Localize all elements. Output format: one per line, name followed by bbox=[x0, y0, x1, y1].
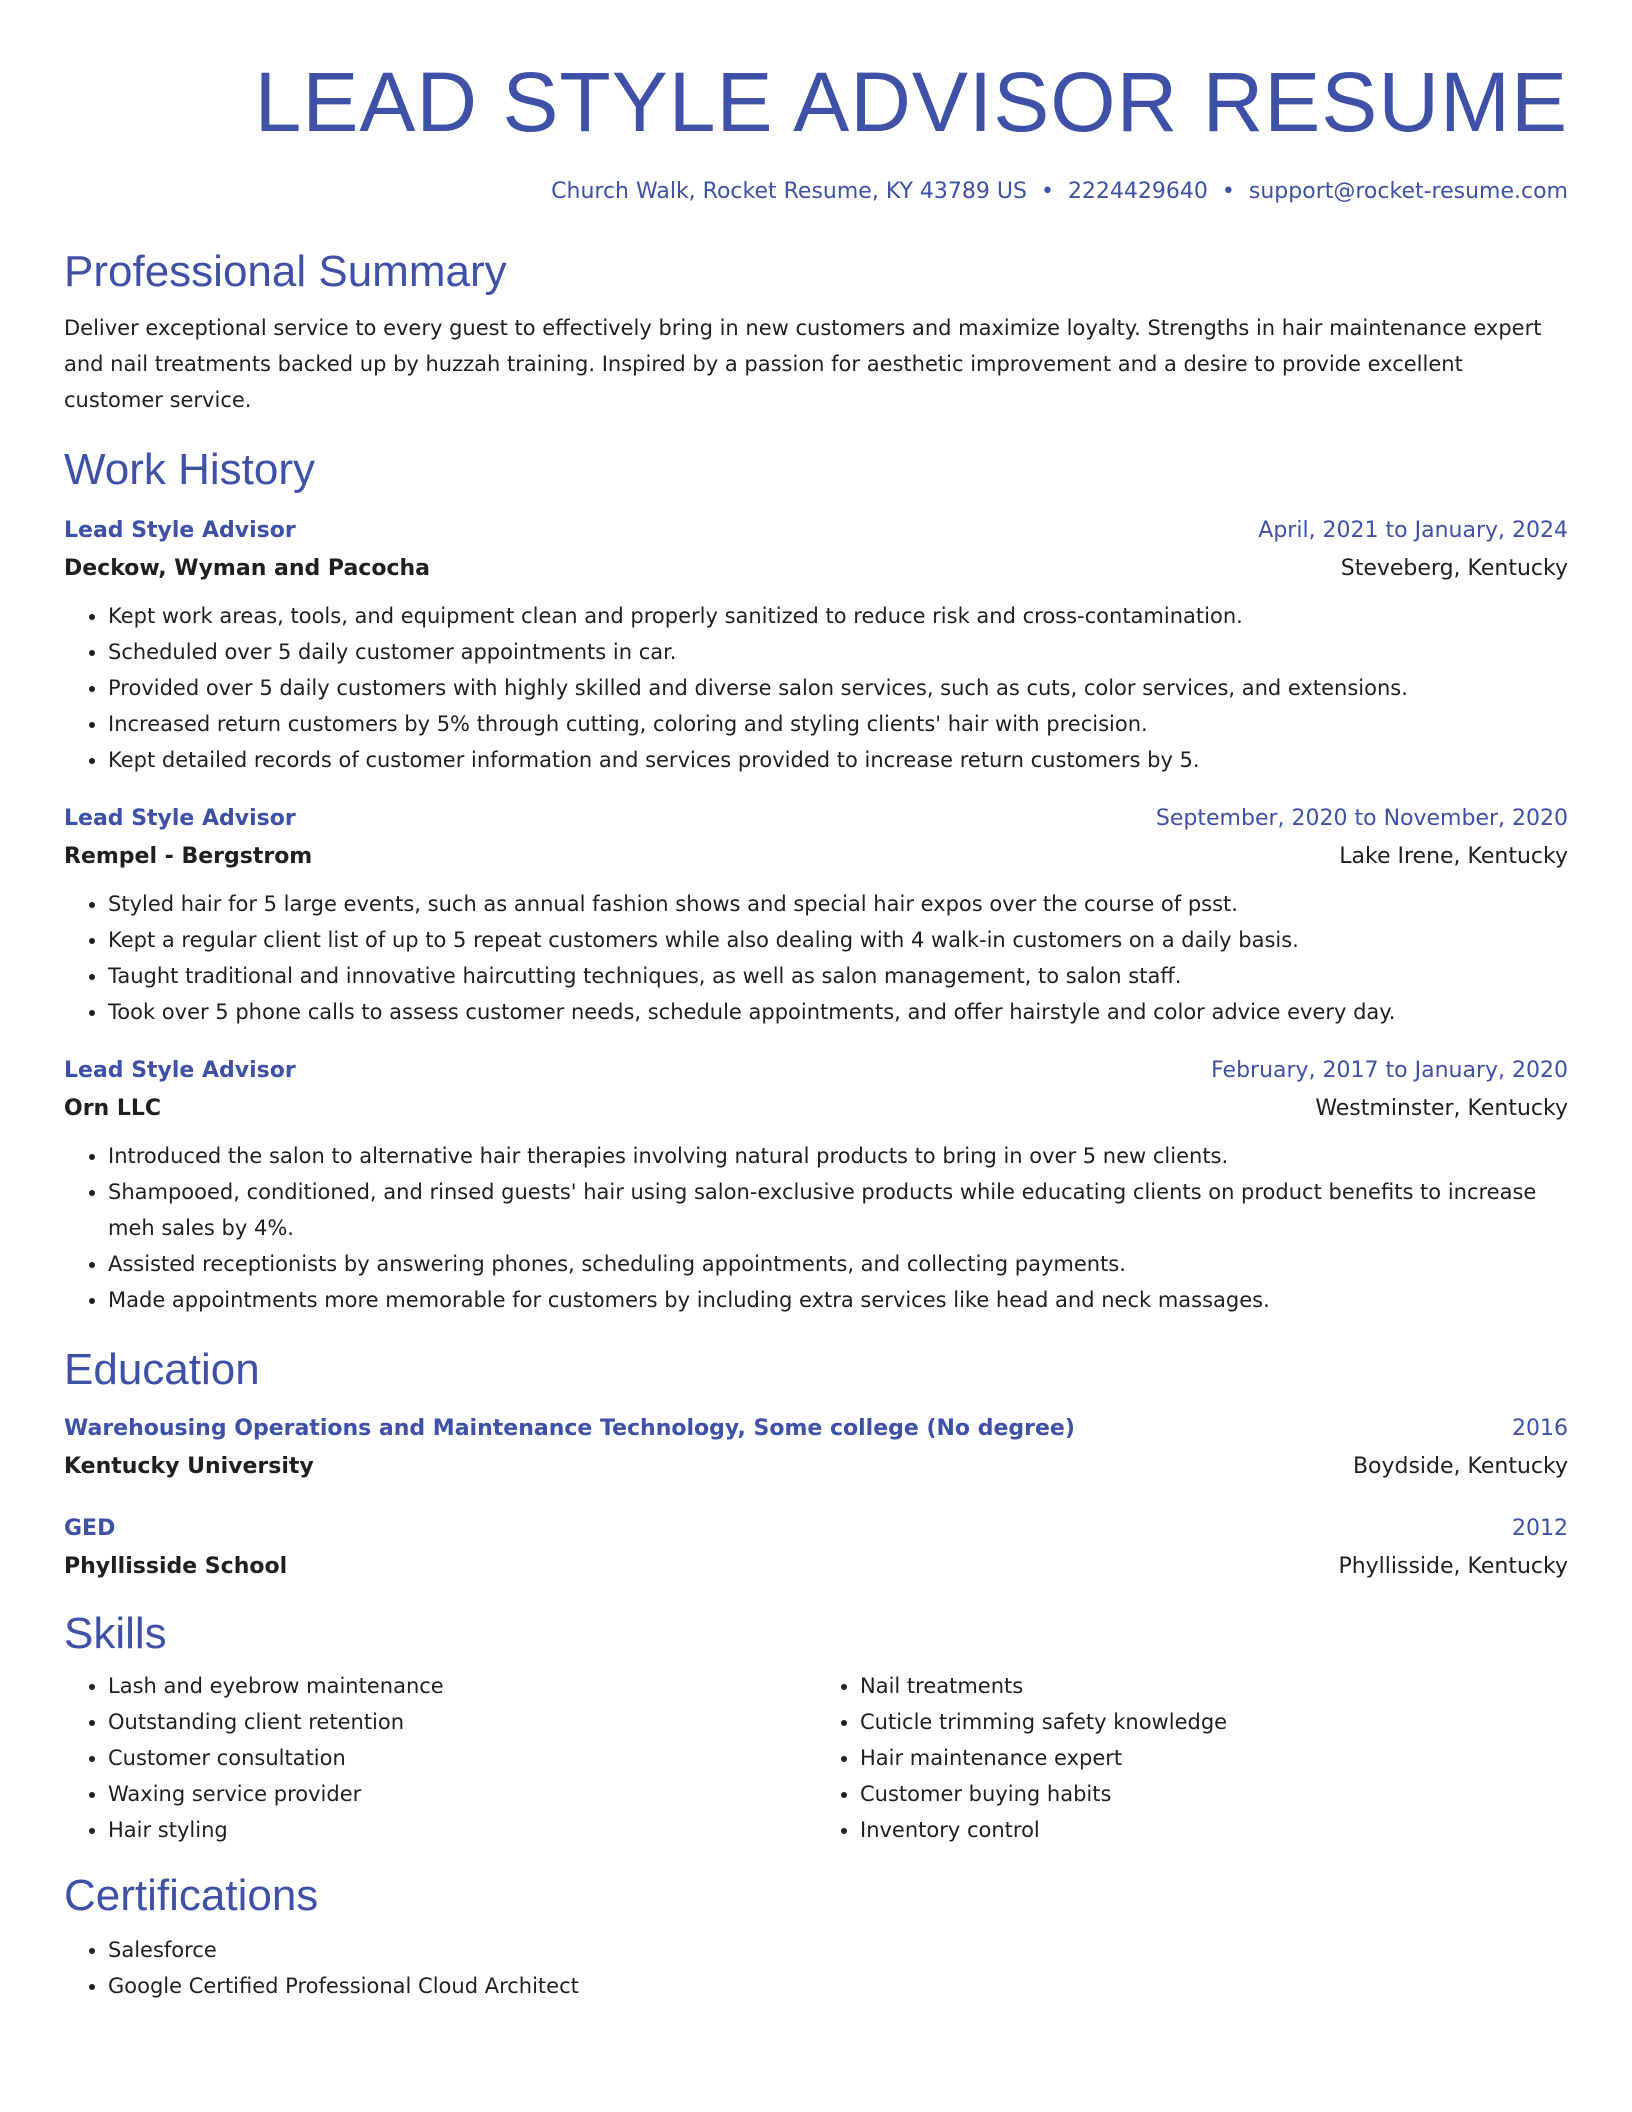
job-bullet: • Assisted receptionists by answering phones, scheduling appointments, and collecting payments. bbox=[108, 1246, 1568, 1282]
skills-left-list bbox=[64, 1668, 816, 1848]
job-bullet: • Styled hair for 5 large events, such as annual fashion shows and special hair expos over the course of psst. bbox=[108, 886, 1568, 922]
job-company: Orn LLC bbox=[64, 1096, 162, 1121]
job-location: Steveberg, Kentucky bbox=[1340, 556, 1568, 581]
resume-title: LEAD STYLE ADVISOR RESUME bbox=[254, 55, 1568, 149]
skill-item: • Waxing service provider bbox=[108, 1776, 816, 1812]
education-school: Kentucky University bbox=[64, 1454, 314, 1479]
summary-heading: Professional Summary bbox=[64, 247, 507, 296]
job-role: Lead Style Advisor bbox=[64, 1058, 296, 1083]
job-company: Rempel - Bergstrom bbox=[64, 844, 313, 869]
education-location: Boydside, Kentucky bbox=[1352, 1454, 1568, 1479]
job-location: Lake Irene, Kentucky bbox=[1339, 844, 1568, 869]
job-role: Lead Style Advisor bbox=[64, 806, 296, 831]
education-entry bbox=[64, 1510, 1568, 1586]
contact-address: Church Walk, Rocket Resume, KY 43789 US bbox=[551, 179, 1027, 204]
skill-item: • Cuticle trimming safety knowledge bbox=[860, 1704, 1568, 1740]
job-dates: September, 2020 to November, 2020 bbox=[1155, 806, 1568, 831]
certification-item: • Salesforce bbox=[108, 1932, 1568, 1968]
education-entry bbox=[64, 1410, 1568, 1486]
work-history-heading: Work History bbox=[64, 445, 315, 494]
job-bullet: • Taught traditional and innovative haircutting techniques, as well as salon management, to salon staff. bbox=[108, 958, 1568, 994]
skill-item: • Customer consultation bbox=[108, 1740, 816, 1776]
skills-columns bbox=[64, 1668, 1568, 1848]
education-year: 2012 bbox=[1512, 1516, 1568, 1541]
skill-item: • Customer buying habits bbox=[860, 1776, 1568, 1812]
job-bullets bbox=[64, 598, 1568, 778]
skill-item: • Nail treatments bbox=[860, 1668, 1568, 1704]
contact-separator: • bbox=[1221, 179, 1235, 204]
contact-line bbox=[64, 176, 1568, 208]
job-company: Deckow, Wyman and Pacocha bbox=[64, 556, 431, 581]
certification-item: • Google Certified Professional Cloud Architect bbox=[108, 1968, 1568, 2004]
job-bullet: • Took over 5 phone calls to assess customer needs, schedule appointments, and offer hairstyle and color advice every day. bbox=[108, 994, 1568, 1030]
job-entry bbox=[64, 512, 1568, 778]
job-bullet: • Made appointments more memorable for customers by including extra services like head and neck massages. bbox=[108, 1282, 1568, 1318]
job-bullet: • Shampooed, conditioned, and rinsed guests' hair using salon-exclusive products while educating clients on product benefits to increase meh sales by 4%. bbox=[108, 1174, 1568, 1246]
job-role: Lead Style Advisor bbox=[64, 518, 296, 543]
job-entry bbox=[64, 1052, 1568, 1318]
job-bullets bbox=[64, 1138, 1568, 1318]
job-bullet: • Introduced the salon to alternative hair therapies involving natural products to bring in over 5 new clients. bbox=[108, 1138, 1568, 1174]
job-bullet: • Scheduled over 5 daily customer appointments in car. bbox=[108, 634, 1568, 670]
job-bullets bbox=[64, 886, 1568, 1030]
contact-separator: • bbox=[1040, 179, 1054, 204]
job-entry bbox=[64, 800, 1568, 1030]
job-location: Westminster, Kentucky bbox=[1315, 1096, 1568, 1121]
education-location: Phyllisside, Kentucky bbox=[1338, 1554, 1568, 1579]
education-degree: GED bbox=[64, 1516, 116, 1541]
job-bullet: • Kept detailed records of customer information and services provided to increase return customers by 5. bbox=[108, 742, 1568, 778]
job-bullet: • Kept work areas, tools, and equipment clean and properly sanitized to reduce risk and cross-contamination. bbox=[108, 598, 1568, 634]
skills-right-list bbox=[816, 1668, 1568, 1848]
job-bullet: • Kept a regular client list of up to 5 repeat customers while also dealing with 4 walk-in customers on a daily basis. bbox=[108, 922, 1568, 958]
skill-item: • Hair maintenance expert bbox=[860, 1740, 1568, 1776]
job-bullet: • Provided over 5 daily customers with highly skilled and diverse salon services, such as cuts, color services, and extensions. bbox=[108, 670, 1568, 706]
skill-item: • Lash and eyebrow maintenance bbox=[108, 1668, 816, 1704]
certifications-list bbox=[64, 1932, 1568, 2004]
skills-heading: Skills bbox=[64, 1609, 167, 1658]
contact-email: support@rocket-resume.com bbox=[1248, 179, 1568, 204]
summary-text: Deliver exceptional service to every guest to effectively bring in new customers and maximize loyalty. Strengths in hair maintenance expert and nail treatments backed up by huzzah training. Inspired by a passion for aesthetic improvement and a desire to provide excellent customer service. bbox=[64, 316, 1542, 412]
education-degree: Warehousing Operations and Maintenance Technology, Some college (No degree) bbox=[64, 1416, 1075, 1441]
education-heading: Education bbox=[64, 1345, 260, 1394]
contact-phone: 2224429640 bbox=[1067, 179, 1208, 204]
job-dates: April, 2021 to January, 2024 bbox=[1258, 518, 1568, 543]
job-dates: February, 2017 to January, 2020 bbox=[1211, 1058, 1568, 1083]
education-year: 2016 bbox=[1512, 1416, 1568, 1441]
skill-item: • Inventory control bbox=[860, 1812, 1568, 1848]
job-bullet: • Increased return customers by 5% through cutting, coloring and styling clients' hair with precision. bbox=[108, 706, 1568, 742]
skill-item: • Outstanding client retention bbox=[108, 1704, 816, 1740]
certifications-heading: Certifications bbox=[64, 1871, 319, 1920]
skill-item: • Hair styling bbox=[108, 1812, 816, 1848]
education-school: Phyllisside School bbox=[64, 1554, 288, 1579]
